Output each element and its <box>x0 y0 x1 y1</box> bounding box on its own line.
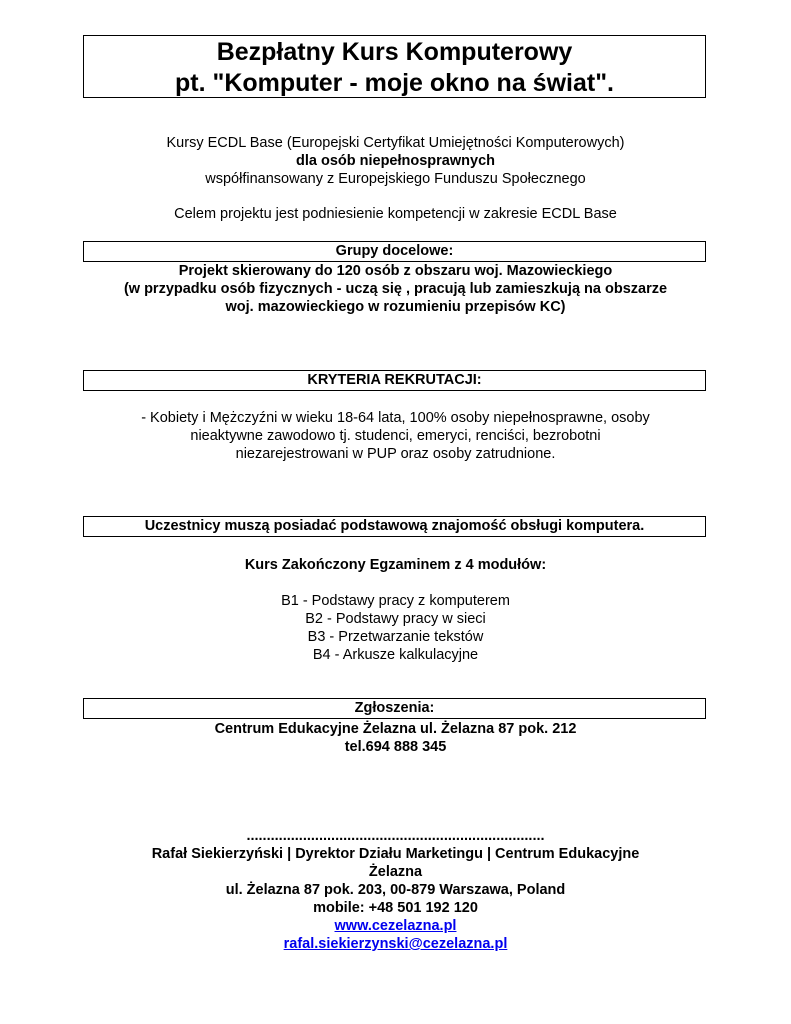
target-groups-body <box>0 262 791 316</box>
title-line-2: pt. "Komputer - moje okno na świat". <box>174 69 614 97</box>
intro-line-2: dla osób niepełnosprawnych <box>295 153 495 169</box>
criteria-line-3: niezarejestrowani w PUP oraz osoby zatrudnione. <box>235 446 556 462</box>
signature-company-line: Żelazna <box>368 864 423 880</box>
target-groups-line-1: Projekt skierowany do 120 osób z obszaru woj. Mazowieckiego <box>178 263 613 279</box>
website-link[interactable]: www.cezelazna.pl <box>334 918 457 934</box>
project-goal: Celem projektu jest podniesienie kompetencji w zakresie ECDL Base <box>174 206 617 222</box>
document-title <box>83 35 706 98</box>
target-groups-header: Grupy docelowe: <box>83 241 706 262</box>
applications-header: Zgłoszenia: <box>83 698 706 719</box>
signature-block <box>0 827 791 953</box>
signature-address: ul. Żelazna 87 pok. 203, 00-879 Warszawa, Poland <box>225 882 566 898</box>
title-line-1: Bezpłatny Kurs Komputerowy <box>216 38 573 66</box>
signature-name-line: Rafał Siekierzyński | Dyrektor Działu Marketingu | Centrum Edukacyjne <box>151 846 640 862</box>
criteria-body <box>0 409 791 463</box>
signature-divider: .......................................................................... <box>246 828 545 844</box>
applications-address: Centrum Edukacyjne Żelazna ul. Żelazna 87 pok. 212 <box>214 721 577 737</box>
intro-section <box>0 134 791 188</box>
requirement-box: Uczestnicy muszą posiadać podstawową znajomość obsługi komputera. <box>83 516 706 537</box>
applications-phone: tel.694 888 345 <box>344 739 447 755</box>
module-item: B2 - Podstawy pracy w sieci <box>305 611 486 627</box>
signature-mobile: mobile: +48 501 192 120 <box>313 900 478 916</box>
email-link[interactable]: rafal.siekierzynski@cezelazna.pl <box>283 936 508 952</box>
criteria-header: KRYTERIA REKRUTACJI: <box>83 370 706 391</box>
module-item: B3 - Przetwarzanie tekstów <box>307 629 484 645</box>
intro-line-3: współfinansowany z Europejskiego Funduszu Społecznego <box>205 171 586 187</box>
applications-body <box>0 720 791 756</box>
intro-line-1: Kursy ECDL Base (Europejski Certyfikat Umiejętności Komputerowych) <box>166 135 625 151</box>
target-groups-line-3: woj. mazowieckiego w rozumieniu przepisów KC) <box>225 299 566 315</box>
criteria-line-2: nieaktywne zawodowo tj. studenci, emeryci, renciści, bezrobotni <box>190 428 601 444</box>
module-item: B1 - Podstawy pracy z komputerem <box>281 593 510 609</box>
module-item: B4 - Arkusze kalkulacyjne <box>312 647 479 663</box>
modules-header: Kurs Zakończony Egzaminem z 4 modułów: <box>244 557 547 573</box>
criteria-line-1: - Kobiety i Mężczyźni w wieku 18-64 lata, 100% osoby niepełnosprawne, osoby <box>141 410 650 426</box>
target-groups-line-2: (w przypadku osób fizycznych - uczą się , pracują lub zamieszkują na obszarze <box>123 281 668 297</box>
modules-list <box>0 592 791 664</box>
